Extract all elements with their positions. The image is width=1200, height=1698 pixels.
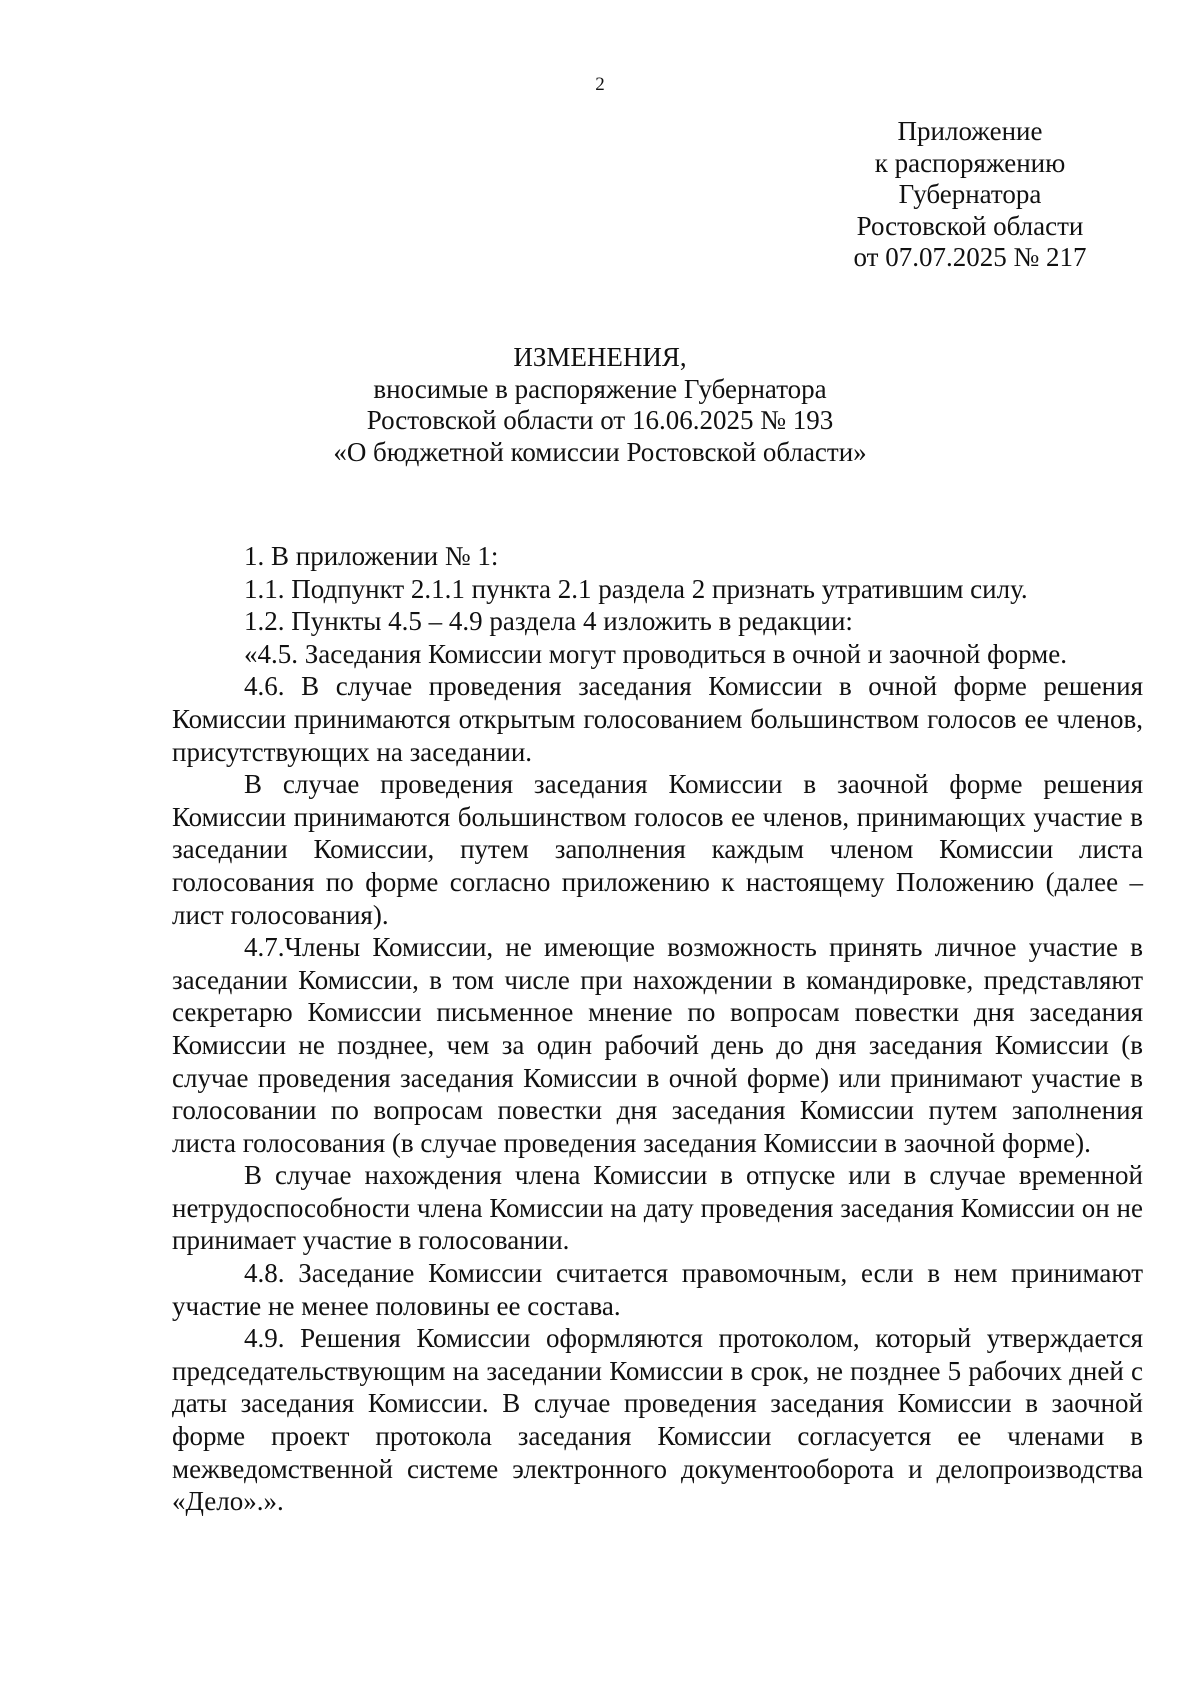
paragraph: 1.1. Подпункт 2.1.1 пункта 2.1 раздела 2 признать утратившим силу. — [244, 573, 1028, 604]
paragraph: 4.7.Члены Комиссии, не имеющие возможность принять личное участие в заседании Комиссии, в том числе при нахождении в командировке, представляют секретарю Комиссии письменное мнение по вопросам повестки дня заседания Комиссии не позднее, чем за один рабочий день до дня заседания Комиссии (в случае проведения заседания Комиссии в очной форме) или принимают участие в голосовании по вопросам повестки дня заседания Комиссии путем заполнения листа голосования (в случае проведения заседания Комиссии в заочной форме). — [172, 932, 1143, 1158]
paragraph: 4.8. Заседание Комиссии считается правомочным, если в нем принимают участие не менее половины ее состава. — [172, 1258, 1143, 1321]
heading-line: вносимые в распоряжение Губернатора — [373, 373, 827, 404]
paragraph: 4.9. Решения Комиссии оформляются протоколом, который утверждается председательствующим на заседании Комиссии в срок, не позднее 5 рабочих дней с даты заседания Комиссии. В случае проведения заседания Комиссии в заочной форме проект протокола заседания Комиссии согласуется ее членами в межведомственной системе электронного документооборота и делопроизводства «Дело».». — [172, 1323, 1143, 1517]
paragraph: 1.2. Пункты 4.5 – 4.9 раздела 4 изложить в редакции: — [244, 606, 853, 637]
appendix-line: Губернатора — [898, 179, 1042, 210]
appendix-line: к распоряжению — [874, 147, 1066, 178]
paragraph: 4.6. В случае проведения заседания Комиссии в очной форме решения Комиссии принимаются открытым голосованием большинством голосов ее членов, присутствующих на заседании. — [172, 671, 1143, 767]
document-heading — [0, 342, 1200, 468]
paragraph: В случае проведения заседания Комиссии в заочной форме решения Комиссии принимаются большинством голосов ее членов, принимающих участие в заседании Комиссии, путем заполнения каждым членом Комиссии листа голосования по форме согласно приложению к настоящему Положению (далее – лист голосования). — [172, 769, 1143, 930]
paragraph: В случае нахождения члена Комиссии в отпуске или в случае временной нетрудоспособности члена Комиссии на дату проведения заседания Комиссии он не принимает участие в голосовании. — [172, 1160, 1143, 1256]
document-body — [172, 540, 1143, 1518]
page-number: 2 — [595, 74, 605, 95]
heading-line: Ростовской области от 16.06.2025 № 193 — [366, 405, 834, 436]
paragraph: «4.5. Заседания Комиссии могут проводиться в очной и заочной форме. — [244, 638, 1067, 669]
appendix-line: Приложение — [897, 116, 1043, 146]
heading-line: «О бюджетной комиссии Ростовской области» — [333, 436, 867, 467]
paragraph: 1. В приложении № 1: — [244, 541, 499, 571]
appendix-line: Ростовской области — [856, 210, 1084, 241]
appendix-line: от 07.07.2025 № 217 — [853, 242, 1087, 273]
appendix-block — [820, 116, 1120, 274]
document-title: ИЗМЕНЕНИЯ, — [513, 342, 687, 372]
